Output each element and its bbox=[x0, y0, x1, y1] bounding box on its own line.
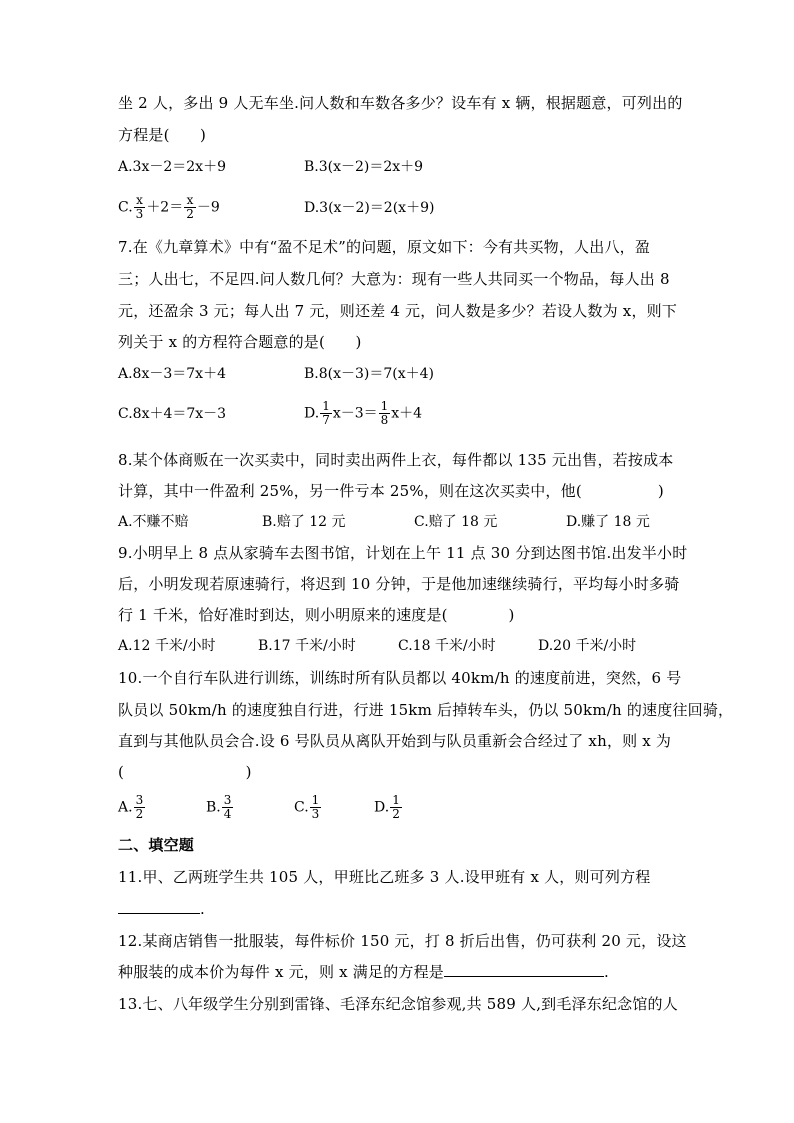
q7-line-3: 元，还盈余 3 元；每人出 7 元，则还差 4 元，问人数是多少？若设人数为 x，则下 bbox=[118, 302, 678, 320]
section-heading-fill-in-blank: 二、填空题 bbox=[118, 836, 195, 854]
fraction-denominator: 2 bbox=[186, 207, 194, 221]
q10-option-c-label: C. bbox=[294, 799, 309, 816]
q8-option-a: A.不赚不赔 bbox=[118, 514, 189, 530]
fraction-numerator: 1 bbox=[380, 399, 389, 413]
q10-option-b bbox=[206, 794, 234, 821]
q6-option-c-fraction-1 bbox=[134, 194, 146, 221]
q10-line-2: 队员以 50km/h 的速度独自行进，行进 15km 后掉转车头，仍以 50km/h 的速度往回骑， bbox=[118, 701, 734, 719]
fraction-numerator: 3 bbox=[223, 793, 232, 807]
q8-line-1: 8.某个体商贩在一次买卖中，同时卖出两件上衣，每件都以 135 元出售，若按成本 bbox=[118, 451, 674, 469]
q6-option-c-label: C. bbox=[118, 199, 133, 216]
q7-line-4: 列关于 x 的方程符合题意的是( ) bbox=[118, 333, 362, 351]
fraction-denominator: 3 bbox=[311, 807, 320, 821]
q6-line-2: 方程是( ) bbox=[118, 126, 207, 144]
q12-line-1: 12.某商店销售一批服装，每件标价 150 元，打 8 折后出售，仍可获利 20 元，设这 bbox=[118, 932, 687, 950]
q11-line-1: 11.甲、乙两班学生共 105 人，甲班比乙班多 3 人.设甲班有 x 人，则可列方程 bbox=[118, 868, 651, 886]
q10-line-4: ( ) bbox=[118, 763, 252, 781]
q10-option-d-fraction bbox=[390, 794, 402, 821]
q10-option-b-fraction bbox=[222, 794, 234, 821]
fraction-denominator: 7 bbox=[322, 413, 330, 427]
q6-option-c bbox=[118, 194, 220, 221]
q10-option-c bbox=[294, 794, 322, 821]
q9-line-2: 后，小明发现若原速骑行，将迟到 10 分钟，于是他加速继续骑行，平均每小时多骑 bbox=[118, 575, 680, 593]
q10-option-a-label: A. bbox=[118, 799, 133, 816]
q10-line-1: 10.一个自行车队进行训练，训练时所有队员都以 40km/h 的速度前进，突然，6 号 bbox=[118, 669, 682, 687]
q7-option-d-label: D. bbox=[304, 405, 320, 422]
q10-line-3: 直到与其他队员会合.设 6 号队员从离队开始到与队员重新会合经过了 xh，则 x 为 bbox=[118, 732, 672, 750]
fraction-denominator: 3 bbox=[135, 207, 144, 221]
q6-option-c-end: －9 bbox=[196, 199, 220, 216]
q8-line-2: 计算，其中一件盈利 25%，另一件亏本 25%，则在这次买卖中，他( ) bbox=[118, 482, 664, 500]
q9-option-b: B.17 千米/小时 bbox=[258, 638, 356, 654]
q6-line-1: 坐 2 人，多出 9 人无车坐.问人数和车数各多少？设车有 x 辆，根据题意，可列出的 bbox=[118, 94, 683, 112]
q6-option-c-fraction-2 bbox=[184, 194, 196, 221]
q7-line-1: 7.在《九章算术》中有“盈不足术”的问题，原文如下：今有共买物，人出八，盈 bbox=[118, 238, 651, 256]
q8-option-b: B.赔了 12 元 bbox=[262, 514, 346, 530]
q6-option-b: B.3(x－2)＝2x＋9 bbox=[304, 159, 424, 175]
fraction-numerator: 1 bbox=[322, 399, 330, 413]
fraction-numerator: 3 bbox=[135, 793, 144, 807]
q10-option-b-label: B. bbox=[206, 799, 221, 816]
fraction-numerator: 1 bbox=[311, 793, 320, 807]
fraction-numerator: x bbox=[184, 194, 196, 208]
fraction-denominator: 2 bbox=[135, 807, 144, 821]
q6-option-a: A.3x－2＝2x＋9 bbox=[118, 159, 226, 175]
q12-line-2-text: 种服装的成本价为每件 x 元，则 x 满足的方程是 bbox=[118, 963, 444, 981]
q10-option-d bbox=[374, 794, 403, 821]
q12-line-2 bbox=[118, 962, 609, 982]
fraction-denominator: 2 bbox=[392, 807, 400, 821]
q10-option-d-label: D. bbox=[374, 799, 390, 816]
q7-line-2: 三；人出七，不足四.问人数几何？大意为：现有一些人共同买一个物品，每人出 8 bbox=[118, 270, 670, 288]
q10-option-c-fraction bbox=[310, 794, 322, 821]
q11-line-2-end: . bbox=[200, 900, 205, 918]
q10-option-a bbox=[118, 794, 146, 821]
q7-option-c: C.8x＋4＝7x－3 bbox=[118, 406, 227, 422]
q12-line-2-end: . bbox=[604, 963, 609, 981]
q7-option-d-fraction-1 bbox=[320, 400, 332, 427]
q7-option-b: B.8(x－3)＝7(x＋4) bbox=[304, 366, 435, 382]
q7-option-a: A.8x－3＝7x＋4 bbox=[118, 366, 226, 382]
q9-option-a: A.12 千米/小时 bbox=[118, 638, 216, 654]
q7-option-d-middle: x－3＝ bbox=[332, 405, 378, 422]
q12-answer-blank[interactable] bbox=[444, 962, 604, 977]
q9-option-c: C.18 千米/小时 bbox=[398, 638, 496, 654]
fraction-denominator: 8 bbox=[380, 413, 389, 427]
q11-answer-blank[interactable] bbox=[118, 899, 200, 914]
fraction-denominator: 4 bbox=[223, 807, 232, 821]
q13-line-1: 13.七、八年级学生分别到雷锋、毛泽东纪念馆参观,共 589 人,到毛泽东纪念馆的人 bbox=[118, 995, 678, 1013]
q8-option-d: D.赚了 18 元 bbox=[566, 514, 650, 530]
q10-option-a-fraction bbox=[134, 794, 146, 821]
q8-option-c: C.赔了 18 元 bbox=[414, 514, 498, 530]
q11-line-2 bbox=[118, 899, 205, 919]
q6-option-d: D.3(x－2)＝2(x＋9) bbox=[304, 200, 435, 216]
q7-option-d-fraction-2 bbox=[379, 400, 391, 427]
fraction-numerator: 1 bbox=[392, 793, 400, 807]
q9-line-3: 行 1 千米，恰好准时到达，则小明原来的速度是( ) bbox=[118, 606, 515, 624]
q6-option-c-middle: ＋2＝ bbox=[146, 199, 184, 216]
q9-option-d: D.20 千米/小时 bbox=[538, 638, 637, 654]
q7-option-d bbox=[304, 400, 422, 427]
q7-option-d-end: x＋4 bbox=[391, 405, 423, 422]
fraction-numerator: x bbox=[134, 194, 146, 208]
q9-line-1: 9.小明早上 8 点从家骑车去图书馆，计划在上午 11 点 30 分到达图书馆.出发半小时 bbox=[118, 544, 688, 562]
